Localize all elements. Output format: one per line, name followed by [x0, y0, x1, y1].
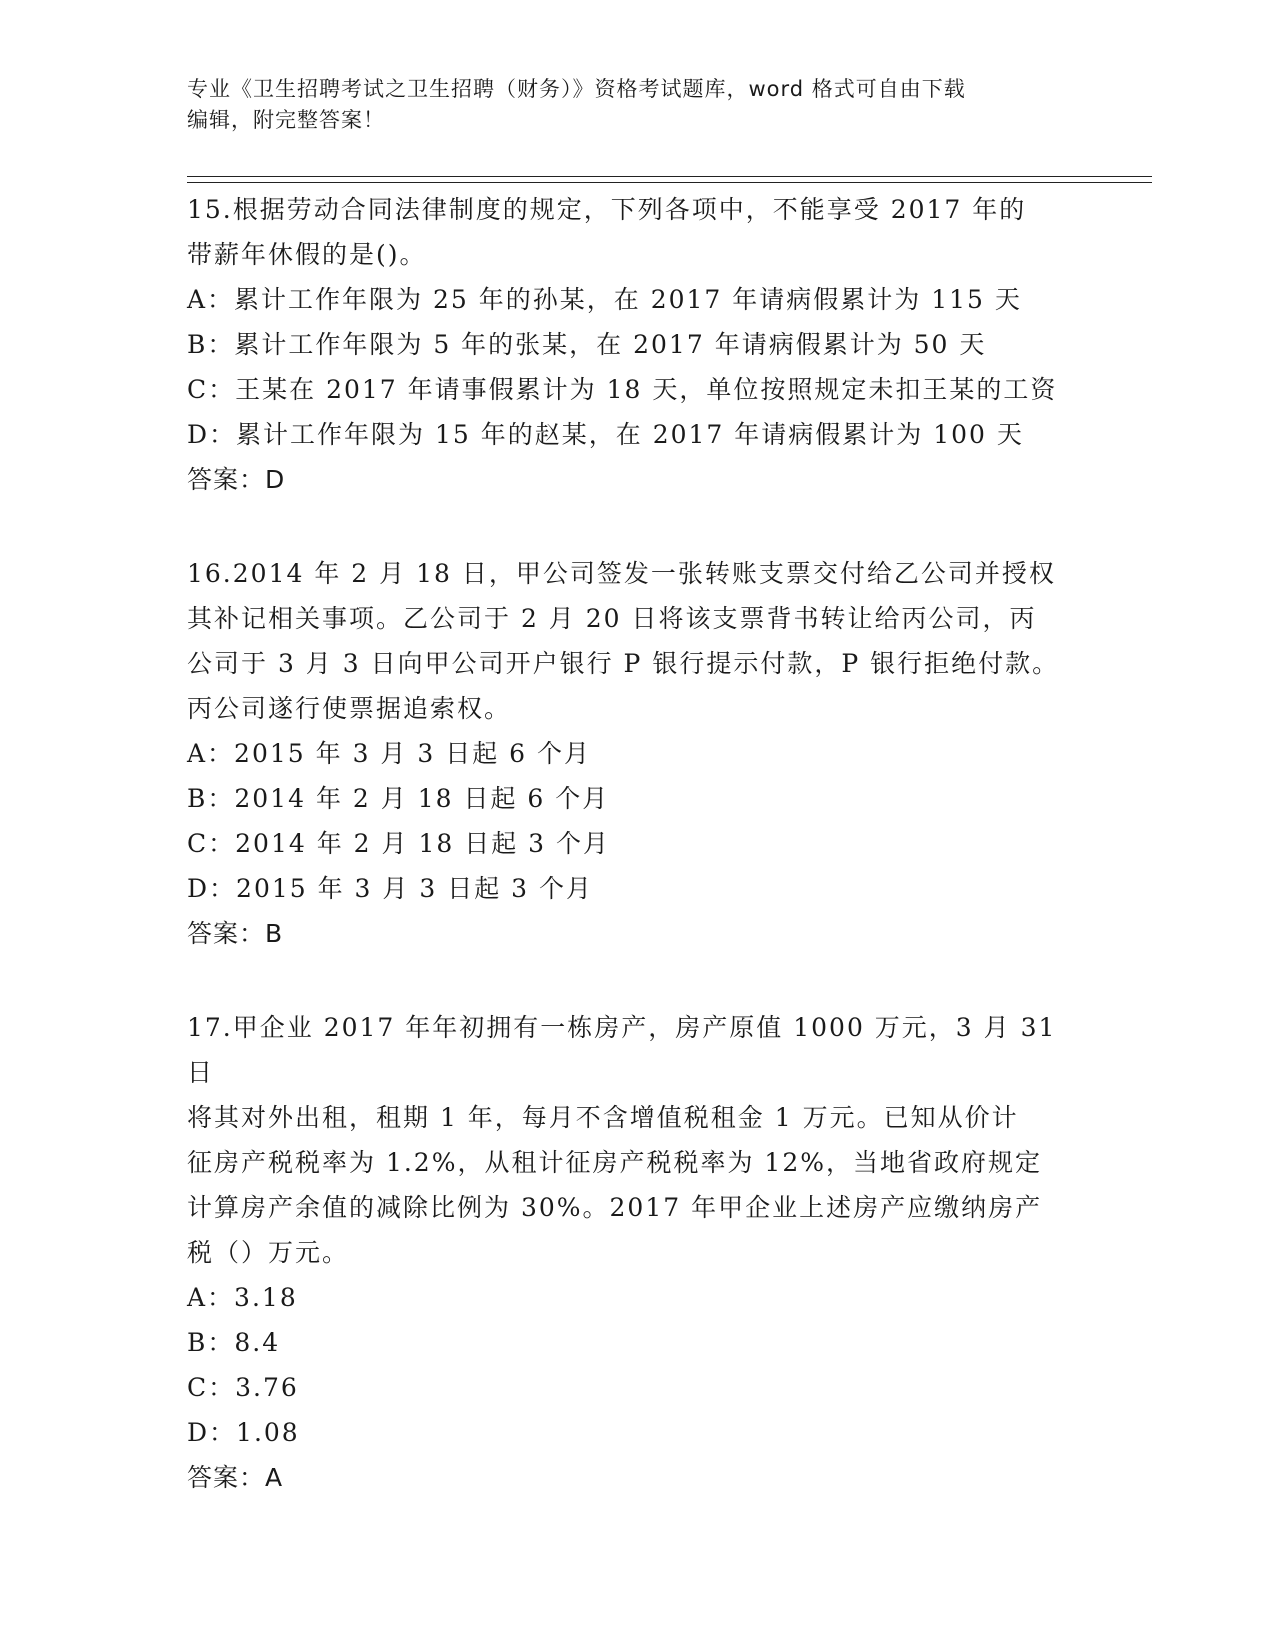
question-stem-line: 15.根据劳动合同法律制度的规定，下列各项中，不能享受 2017 年的: [187, 195, 1027, 224]
question-stem-line: 其补记相关事项。乙公司于 2 月 20 日将该支票背书转让给丙公司，丙: [187, 604, 1037, 633]
question-stem-line: 17.甲企业 2017 年年初拥有一栋房产，房产原值 1000 万元，3 月 31 日: [187, 1013, 1057, 1087]
question-15: [187, 187, 1082, 502]
question-stem-line: 16.2014 年 2 月 18 日，甲公司签发一张转账支票交付给乙公司并授权: [187, 559, 1056, 588]
question-stem-line: 丙公司遂行使票据追索权。: [187, 694, 512, 723]
question-17: [187, 1005, 1082, 1500]
question-stem-line: 将其对外出租，租期 1 年，每月不含增值税租金 1 万元。已知从价计: [187, 1103, 1019, 1132]
question-stem-line: 计算房产余值的减除比例为 30%。2017 年甲企业上述房产应缴纳房产: [187, 1193, 1043, 1222]
option-c: C：2014 年 2 月 18 日起 3 个月: [187, 829, 611, 858]
answer: 答案：A: [187, 1463, 284, 1492]
option-a: A：累计工作年限为 25 年的孙某，在 2017 年请病假累计为 115 天: [187, 285, 1022, 314]
question-stem-line: 带薪年休假的是()。: [187, 240, 427, 269]
header-divider-bottom: [187, 182, 1152, 183]
question-stem-line: 税（）万元。: [187, 1238, 350, 1267]
option-d: D：1.08: [187, 1418, 300, 1447]
document-header: [187, 74, 1067, 136]
answer: 答案：D: [187, 465, 286, 494]
option-d: D：2015 年 3 月 3 日起 3 个月: [187, 874, 594, 903]
option-c: C：王某在 2017 年请事假累计为 18 天，单位按照规定未扣王某的工资: [187, 375, 1058, 404]
option-b: B：8.4: [187, 1328, 281, 1357]
option-a: A：3.18: [187, 1283, 298, 1312]
option-b: B：累计工作年限为 5 年的张某，在 2017 年请病假累计为 50 天: [187, 330, 987, 359]
option-b: B：2014 年 2 月 18 日起 6 个月: [187, 784, 610, 813]
header-divider-top: [187, 176, 1152, 177]
answer: 答案：B: [187, 919, 284, 948]
option-d: D：累计工作年限为 15 年的赵某，在 2017 年请病假累计为 100 天: [187, 420, 1024, 449]
option-a: A：2015 年 3 月 3 日起 6 个月: [187, 739, 592, 768]
question-stem-line: 征房产税税率为 1.2%，从租计征房产税税率为 12%，当地省政府规定: [187, 1148, 1042, 1177]
header-line-2: 编辑，附完整答案！: [187, 108, 385, 132]
header-line-1: 专业《卫生招聘考试之卫生招聘（财务）》资格考试题库，word 格式可自由下载: [187, 77, 966, 101]
question-16: [187, 551, 1082, 956]
question-stem-line: 公司于 3 月 3 日向甲公司开户银行 P 银行提示付款，P 银行拒绝付款。: [187, 649, 1060, 678]
option-c: C：3.76: [187, 1373, 299, 1402]
